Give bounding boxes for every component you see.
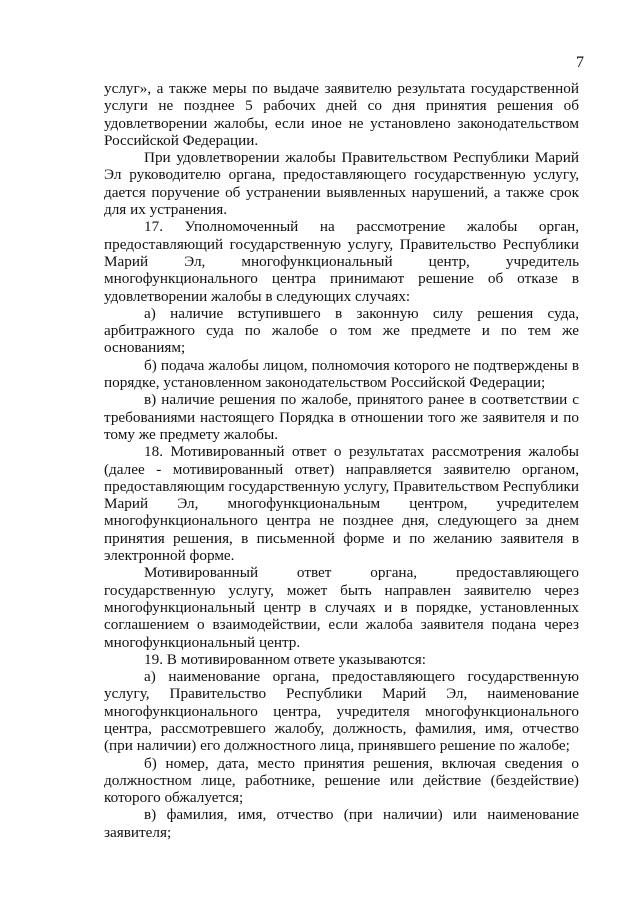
page-number: 7	[576, 54, 584, 71]
paragraph-17-refusal: 17. Уполномоченный на рассмотрение жалобы орган, предоставляющий государственную услугу, Правительство Республики Марий Эл, многофункциональный центр, учредитель многофункционального центра принимают решение об отказе в удовлетворении жалобы в следующих случаях:	[104, 218, 579, 305]
paragraph-17-item-a: а) наличие вступившего в законную силу решения суда, арбитражного суда по жалобе о том же предмете и по тем же основаниям;	[104, 304, 579, 357]
paragraph-satisfaction-instruction: При удовлетворении жалобы Правительством Республики Марий Эл руководителю органа, предоставляющего государственную услугу, дается поручение об устранении выявленных нарушений, а также срок для их устранения.	[104, 149, 579, 219]
paragraph-19-item-a: а) наименование органа, предоставляющего государственную услугу, Правительство Республики Марий Эл, наименование многофункционального центра, учредителя многофункционального центра, рассмотревшего жалобу, должность, фамилия, имя, отчество (при наличии) его должностного лица, принявшего решение по жалобе;	[104, 668, 579, 755]
paragraph-18-motivated-answer: 18. Мотивированный ответ о результатах рассмотрения жалобы (далее - мотивированный ответ) направляется заявителю органом, предоставляющим государственную услугу, Правительством Республики Марий Эл, многофункциональным центром, учредителем многофункционального центра не позднее дня, следующего за днем принятия решения, в письменной форме и по желанию заявителя в электронной форме.	[104, 443, 579, 565]
document-body	[104, 80, 579, 841]
paragraph-18-via-mfc: Мотивированный ответ органа, предоставляющего государственную услугу, может быть направлен заявителю через многофункциональный центр в случаях и в порядке, установленных соглашением о взаимодействии, если жалоба заявителя подана через многофункциональный центр.	[104, 564, 579, 651]
paragraph-19-item-c: в) фамилия, имя, отчество (при наличии) или наименование заявителя;	[104, 806, 579, 841]
paragraph-17-item-c: в) наличие решения по жалобе, принятого ранее в соответствии с требованиями настоящего Порядка в отношении того же заявителя и по тому же предмету жалобы.	[104, 391, 579, 443]
paragraph-17-item-b: б) подача жалобы лицом, полномочия которого не подтверждены в порядке, установленном законодательством Российской Федерации;	[104, 356, 579, 392]
paragraph-19-item-b: б) номер, дата, место принятия решения, включая сведения о должностном лице, работнике, решение или действие (бездействие) которого обжалуется;	[104, 754, 579, 807]
paragraph-continuation: услуг», а также меры по выдаче заявителю результата государственной услуги не позднее 5 рабочих дней со дня принятия решения об удовлетворении жалобы, если иное не установлено законодательством Российской Федерации.	[104, 80, 579, 149]
paragraph-19-heading: 19. В мотивированном ответе указываются:	[144, 650, 426, 668]
